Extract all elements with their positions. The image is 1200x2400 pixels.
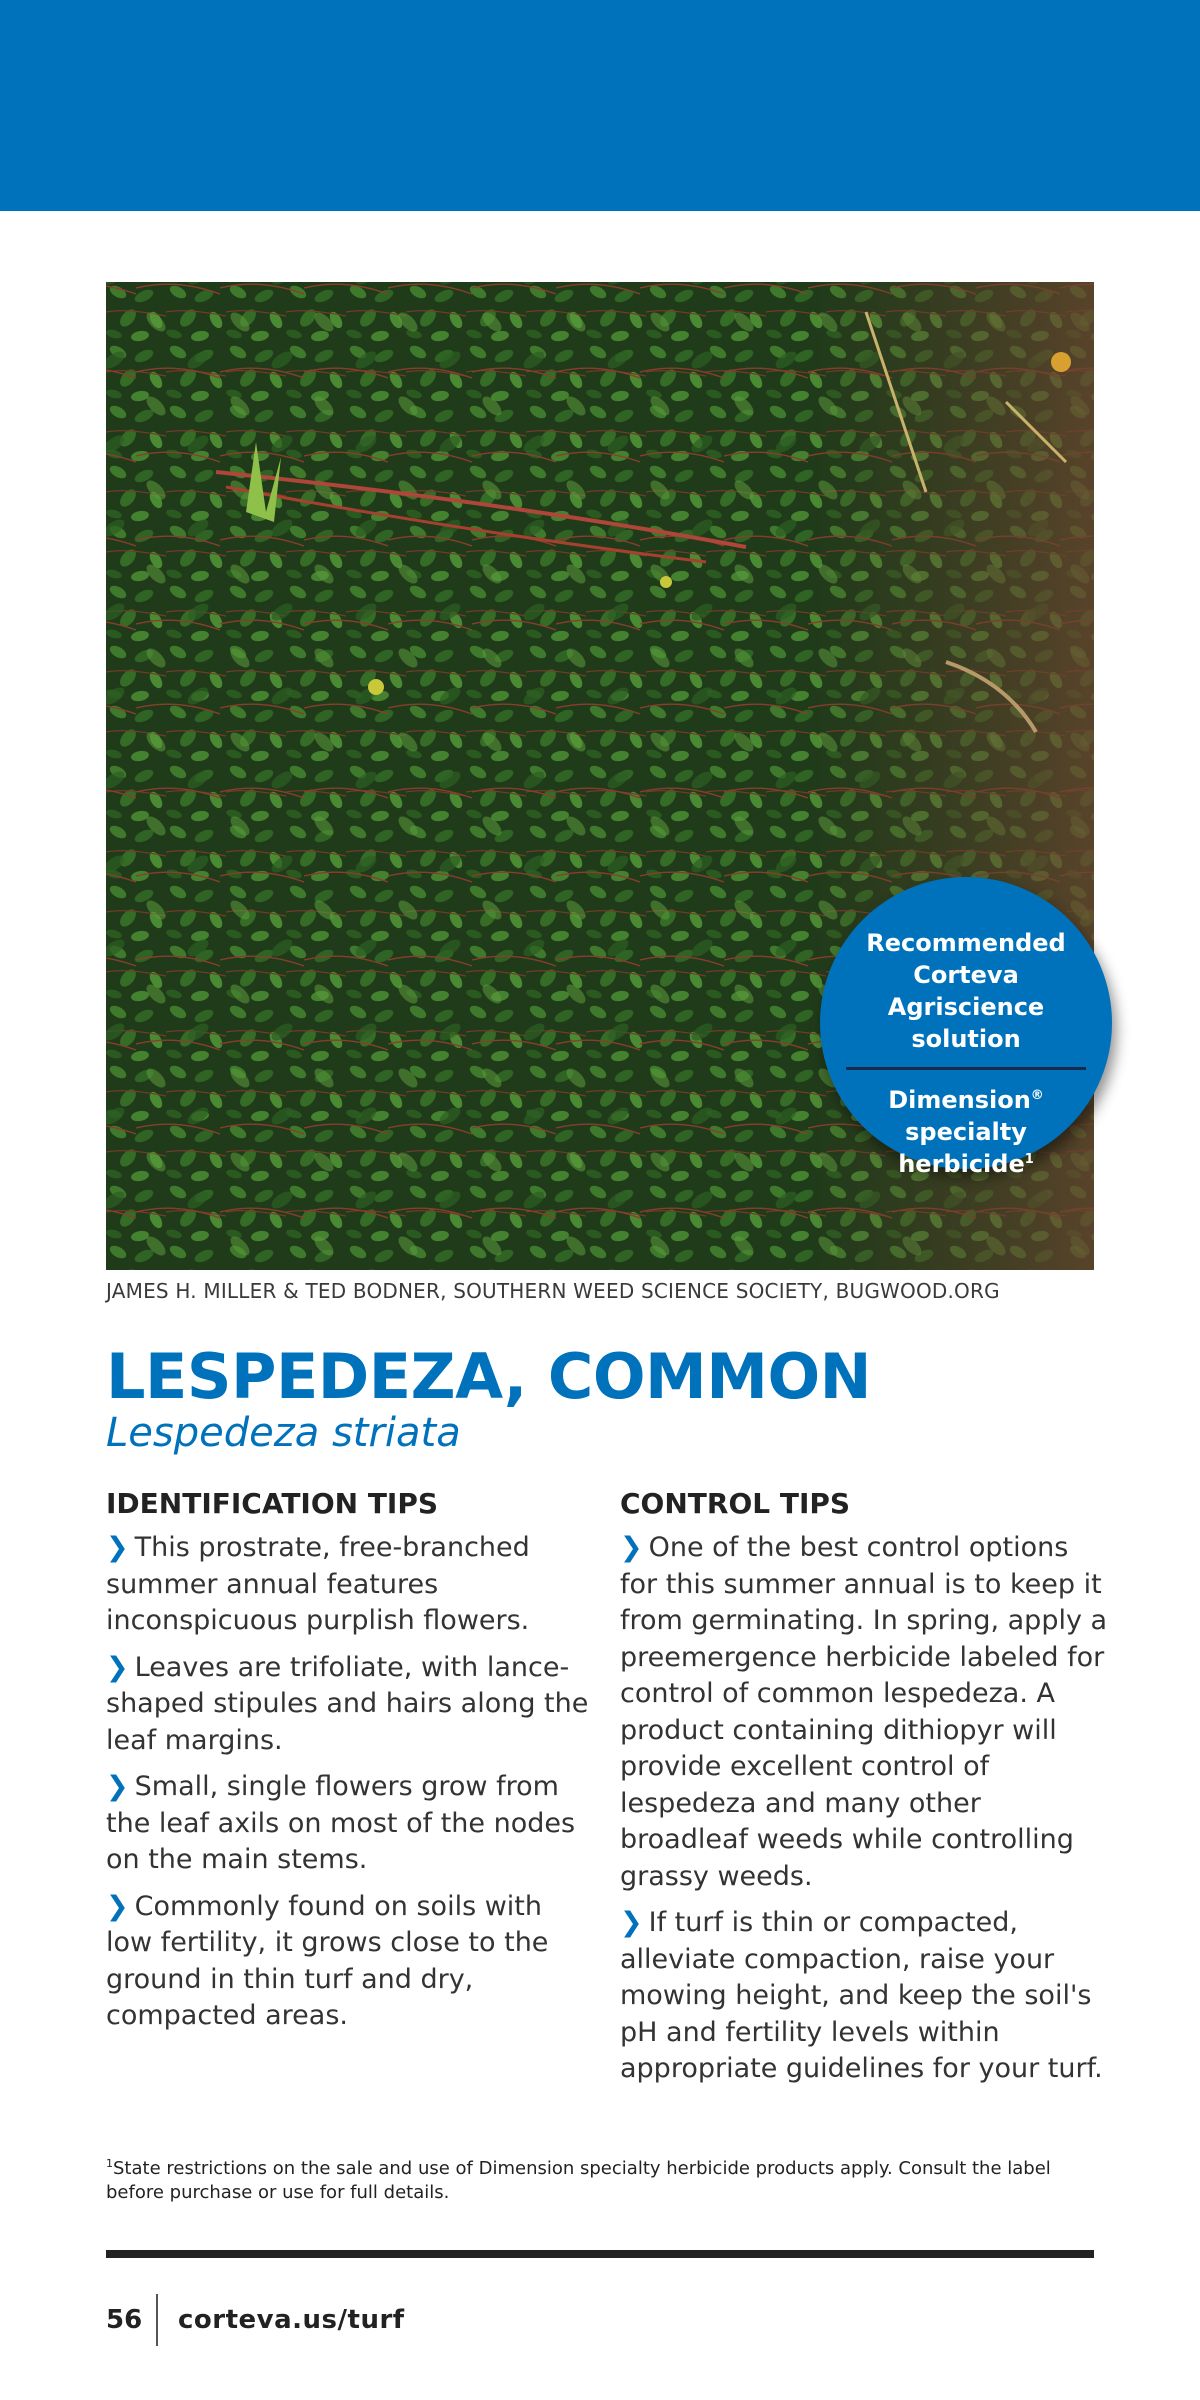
- chevron-right-icon: ❯: [620, 1532, 643, 1563]
- identification-tip: [106, 1530, 596, 1640]
- tip-text: Small, single flowers grow from the leaf axils on most of the nodes on the main stems.: [106, 1771, 576, 1875]
- identification-tip: [106, 1769, 596, 1879]
- chevron-right-icon: ❯: [620, 1907, 643, 1938]
- control-tip: [620, 1905, 1110, 2088]
- tip-text: Commonly found on soils with low fertility, it grows close to the ground in thin turf and dry, compacted areas.: [106, 1890, 549, 2031]
- page-title: LESPEDEZA, COMMON: [106, 1340, 872, 1413]
- footer-divider: [156, 2294, 158, 2346]
- chevron-right-icon: ❯: [106, 1890, 129, 1922]
- footer-site-link[interactable]: corteva.us/turf: [178, 2305, 405, 2335]
- footnote-marker: 1: [106, 2157, 113, 2170]
- chevron-right-icon: ❯: [106, 1532, 129, 1563]
- tip-text: One of the best control options for this summer annual is to keep it from germinating. In spring, apply a preemergence herbicide labeled for control of common lespedeza. A product containing dithiopyr will provide excellent control of lespedeza and many other broadleaf weeds while controlling grassy weeds.: [620, 1532, 1108, 1892]
- badge-divider: [846, 1067, 1086, 1070]
- footnote: [106, 2152, 1106, 2205]
- badge-footnote-ref: 1: [1024, 1152, 1034, 1167]
- badge-product: [834, 1084, 1098, 1180]
- identification-tip: [106, 1650, 596, 1760]
- chevron-right-icon: ❯: [106, 1771, 129, 1802]
- header-band: [0, 0, 1200, 211]
- photo-credit: JAMES H. MILLER & TED BODNER, SOUTHERN WEED SCIENCE SOCIETY, BUGWOOD.ORG: [106, 1279, 1000, 1303]
- tip-text: This prostrate, free-branched summer annual features inconspicuous purplish flowers.: [106, 1532, 530, 1636]
- chevron-right-icon: ❯: [106, 1651, 129, 1683]
- registered-mark: ®: [1030, 1088, 1044, 1103]
- badge-product-rest: specialty herbicide: [898, 1118, 1027, 1178]
- control-tips-section: [620, 1486, 1110, 2098]
- footer-rule: [106, 2250, 1094, 2258]
- tip-text: Leaves are trifoliate, with lance-shaped stipules and hairs along the leaf margins.: [106, 1651, 589, 1756]
- badge-heading: Recommended Corteva Agriscience solution: [866, 929, 1066, 1053]
- control-tips-heading: CONTROL TIPS: [620, 1487, 851, 1520]
- identification-tip: [106, 1889, 596, 2035]
- scientific-name: Lespedeza striata: [106, 1410, 461, 1456]
- badge-product-name: Dimension: [888, 1086, 1031, 1114]
- control-tip: [620, 1530, 1110, 1895]
- page-number: 56: [106, 2305, 143, 2335]
- footnote-text: State restrictions on the sale and use of Dimension specialty herbicide products apply. Consult the label before purchase or use for full details.: [106, 2158, 1051, 2203]
- identification-tips-heading: IDENTIFICATION TIPS: [106, 1487, 439, 1520]
- recommended-solution-badge: [820, 877, 1112, 1178]
- identification-tips-section: [106, 1486, 596, 2045]
- tip-text: If turf is thin or compacted, alleviate compaction, raise your mowing height, and keep the soil's pH and fertility levels within appropriate guidelines for your turf.: [620, 1907, 1103, 2084]
